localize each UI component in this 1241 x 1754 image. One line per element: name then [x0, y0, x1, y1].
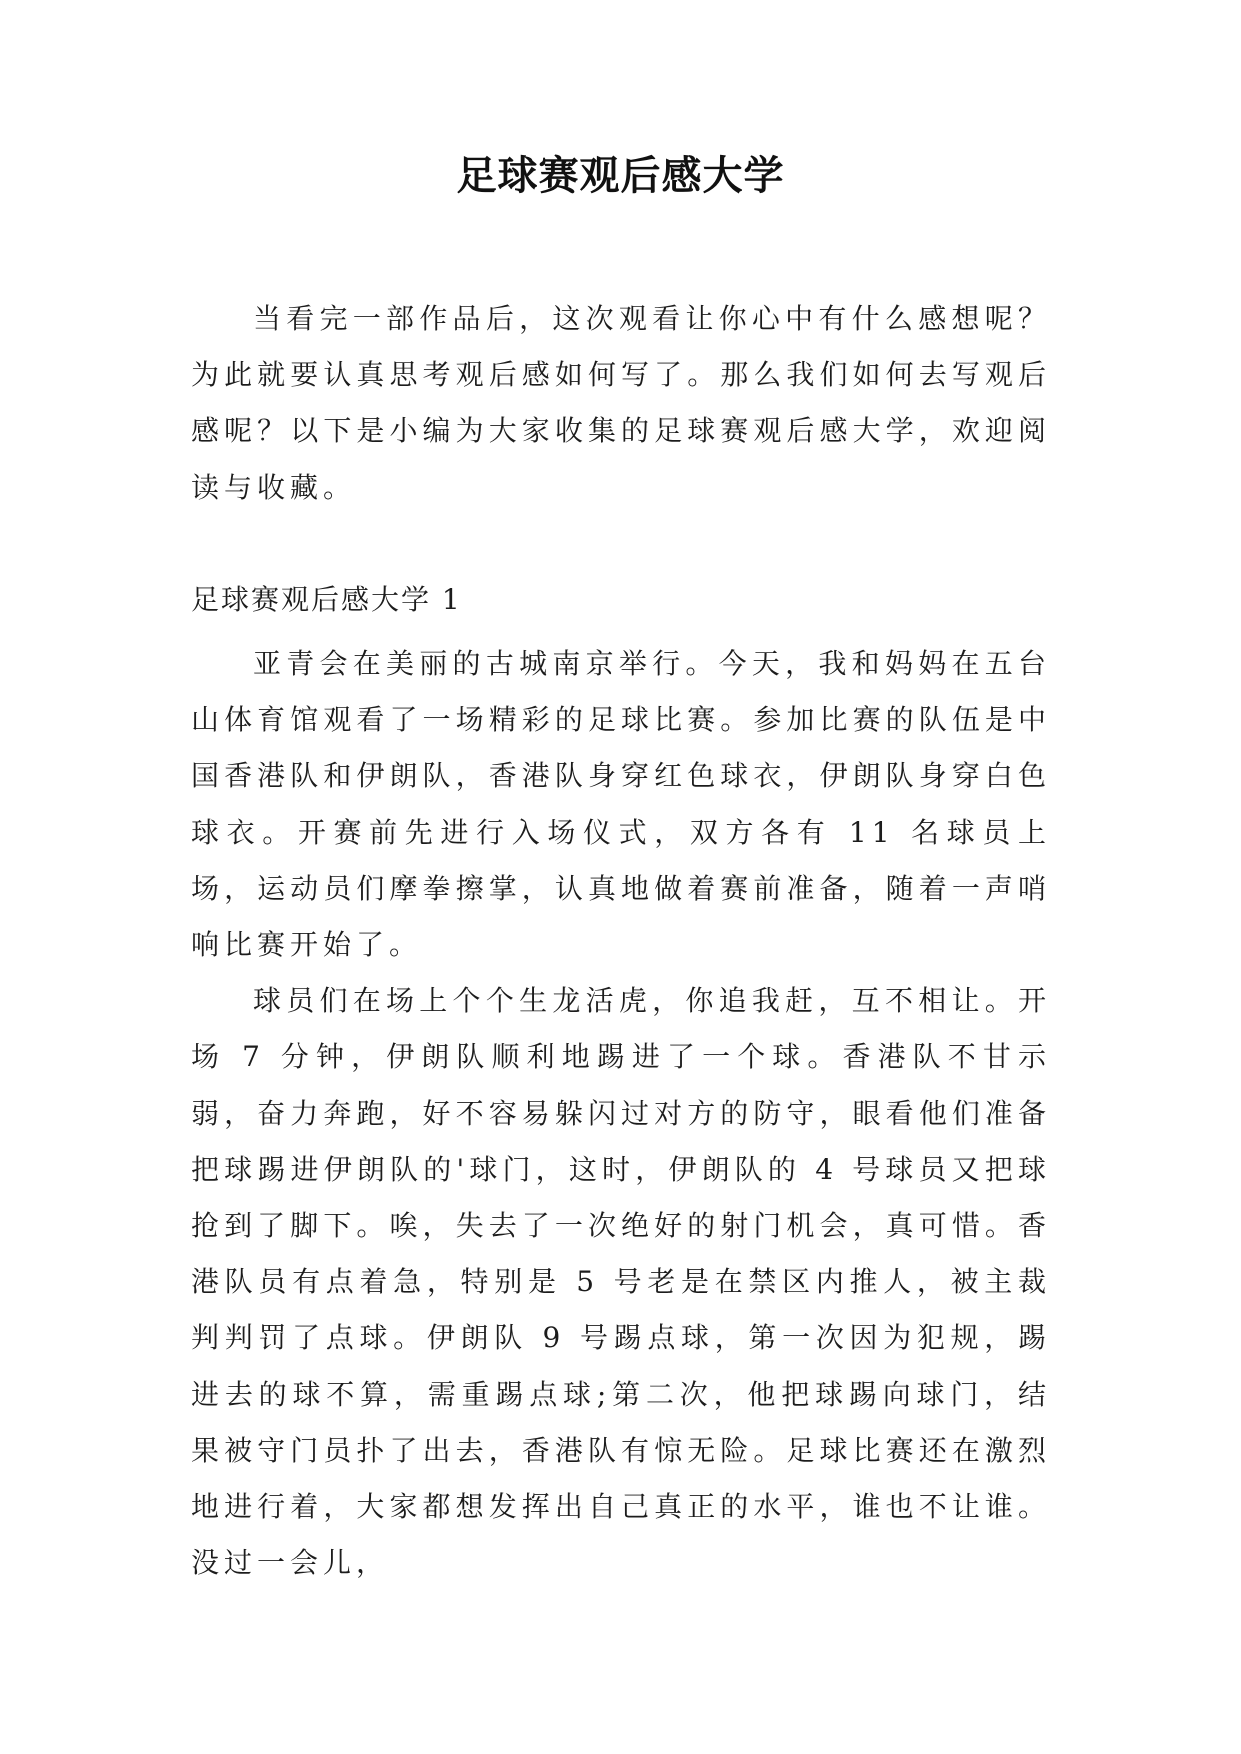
intro-paragraph: 当看完一部作品后，这次观看让你心中有什么感想呢？为此就要认真思考观后感如何写了。那么我们如何去写观后感呢？以下是小编为大家收集的足球赛观后感大学，欢迎阅读与收藏。: [191, 302, 1051, 504]
section-heading: 足球赛观后感大学 1: [191, 583, 462, 616]
article-body: [191, 636, 1051, 1591]
intro-block: [191, 291, 1051, 516]
document-title: 足球赛观后感大学: [456, 153, 785, 199]
article-paragraph-2: 球员们在场上个个生龙活虎，你追我赶，互不相让。开场 7 分钟，伊朗队顺利地踢进了一个球。香港队不甘示弱，奋力奔跑，好不容易躲闪过对方的防守，眼看他们准备把球踢进伊朗队的'球门，这时，伊朗队的 4 号球员又把球抢到了脚下。唉，失去了一次绝好的射门机会，真可惜。香港队员有点着急，特别是 5 号老是在禁区内推人，被主裁判判罚了点球。伊朗队 9 号踢点球，第一次因为犯规，踢进去的球不算，需重踢点球;第二次，他把球踢向球门，结果被守门员扑了出去，香港队有惊无险。足球比赛还在激烈地进行着，大家都想发挥出自己真正的水平，谁也不让谁。没过一会儿，: [191, 984, 1051, 1580]
article-paragraph-1: 亚青会在美丽的古城南京举行。今天，我和妈妈在五台山体育馆观看了一场精彩的足球比赛。参加比赛的队伍是中国香港队和伊朗队，香港队身穿红色球衣，伊朗队身穿白色球衣。开赛前先进行入场仪式，双方各有 11 名球员上场，运动员们摩拳擦掌，认真地做着赛前准备，随着一声哨响比赛开始了。: [191, 647, 1051, 962]
